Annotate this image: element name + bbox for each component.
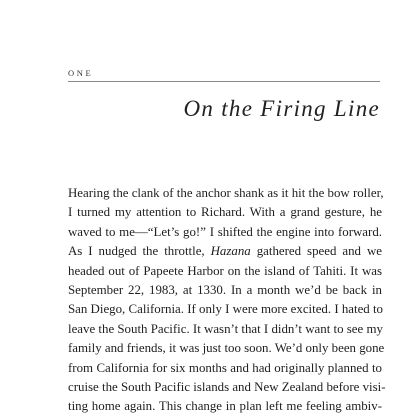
line-text: As I nudged the throttle, bbox=[68, 244, 211, 259]
line-text: cruise the South Pacific islands and New Zealand before visi- bbox=[68, 380, 386, 395]
body-paragraph bbox=[68, 184, 386, 417]
line-text: leave the South Pacific. It wasn’t that I didn’t want to see my bbox=[68, 321, 383, 336]
text-line bbox=[68, 262, 382, 281]
chapter-number: ONE bbox=[68, 68, 380, 82]
boat-name: Hazana bbox=[210, 244, 251, 259]
line-text: Hearing the clank of the anchor shank as it hit the bow roller, bbox=[68, 186, 384, 200]
text-line bbox=[68, 320, 382, 339]
line-text: waved to me—“Let’s go!” I shifted the engine into forward. bbox=[68, 224, 382, 239]
text-line bbox=[68, 203, 382, 222]
line-text: family and friends, it was just too soon. We’d only been gone bbox=[68, 341, 385, 356]
text-line bbox=[68, 339, 385, 358]
chapter-header bbox=[68, 68, 380, 123]
text-line bbox=[68, 281, 382, 300]
line-text: September 22, 1983, at 1330. In a month we’d be back in bbox=[68, 283, 382, 298]
text-line bbox=[68, 359, 382, 378]
text-line bbox=[68, 184, 382, 203]
text-line bbox=[68, 242, 382, 261]
text-line bbox=[68, 397, 382, 416]
chapter-title: On the Firing Line bbox=[183, 96, 380, 121]
line-text: gathered speed and we bbox=[250, 244, 382, 259]
line-text: ting home again. This change in plan left me feeling ambiv- bbox=[68, 399, 382, 414]
text-line bbox=[68, 300, 382, 319]
text-line bbox=[68, 378, 386, 397]
line-text: headed out of Papeete Harbor on the island of Tahiti. It was bbox=[68, 263, 382, 278]
text-line bbox=[68, 223, 382, 242]
line-text: I turned my attention to Richard. With a grand gesture, he bbox=[68, 205, 382, 220]
line-text: San Diego, California. If only I were more excited. I hated to bbox=[68, 302, 383, 317]
line-text: from California for six months and had originally planned to bbox=[68, 360, 382, 375]
